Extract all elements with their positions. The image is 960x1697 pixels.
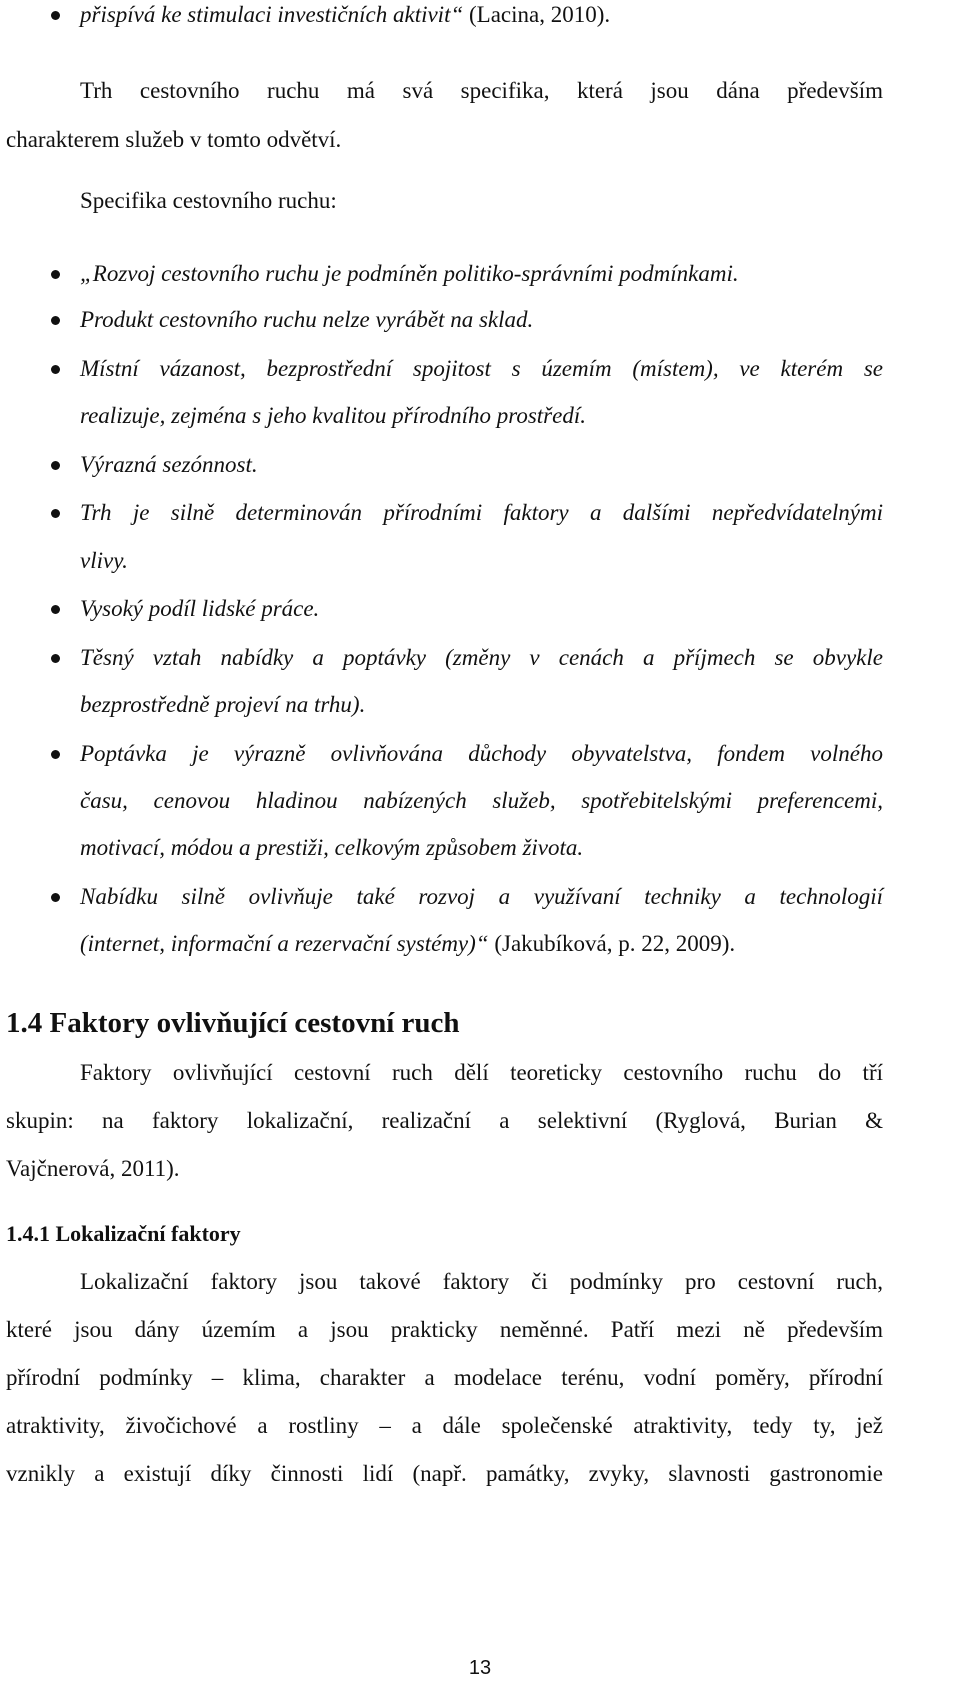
bullet-8-line-2: času, cenovou hladinou nabízených služeb, spotřebitelskými preferencemi, bbox=[80, 788, 883, 813]
bullet-9-line-2 bbox=[80, 929, 735, 959]
bullet-9-cite: (Jakubíková, p. 22, 2009). bbox=[488, 931, 736, 956]
para-1-4-1-line-4: atraktivity, živočichové a rostliny – a dále společenské atraktivity, tedy ty, jež bbox=[6, 1413, 883, 1438]
bullet-icon bbox=[51, 365, 60, 374]
bullet-9-italic: (internet, informační a rezervační systémy)“ bbox=[80, 931, 489, 956]
para-1-4-1-line-5: vznikly a existují díky činnosti lidí (např. památky, zvyky, slavnosti gastronomie bbox=[6, 1461, 883, 1486]
bullet-6-line-1: Vysoký podíl lidské práce. bbox=[80, 596, 320, 621]
bullet-icon bbox=[51, 461, 60, 470]
top-bullet-cite: (Lacina, 2010). bbox=[463, 2, 611, 27]
page-number: 13 bbox=[468, 1657, 492, 1679]
bullet-icon bbox=[51, 509, 60, 518]
bullet-icon bbox=[51, 270, 60, 279]
bullet-icon bbox=[51, 654, 60, 663]
para-1-4-1-line-2: které jsou dány územím a jsou prakticky neměnné. Patří mezi ně především bbox=[6, 1317, 883, 1342]
section-heading: 1.4 Faktory ovlivňující cestovní ruch bbox=[6, 1007, 460, 1039]
para-1-4-line-3: Vajčnerová, 2011). bbox=[6, 1156, 180, 1181]
top-bullet-italic: přispívá ke stimulaci investičních aktivit“ bbox=[80, 2, 464, 27]
bullet-8-line-1: Poptávka je výrazně ovlivňována důchody obyvatelstva, fondem volného bbox=[80, 741, 883, 766]
bullet-2-line-1: Produkt cestovního ruchu nelze vyrábět na sklad. bbox=[80, 307, 534, 332]
bullet-icon bbox=[51, 893, 60, 902]
specifika-label: Specifika cestovního ruchu: bbox=[80, 188, 337, 213]
top-bullet-text bbox=[80, 0, 610, 30]
bullet-icon bbox=[51, 11, 60, 20]
bullet-3-line-1: Místní vázanost, bezprostřední spojitost s územím (místem), ve kterém se bbox=[80, 356, 883, 381]
intro-line-1: Trh cestovního ruchu má svá specifika, která jsou dána především bbox=[80, 78, 883, 103]
bullet-8-line-3: motivací, módou a prestiži, celkovým způsobem života. bbox=[80, 835, 584, 860]
para-1-4-1-line-1: Lokalizační faktory jsou takové faktory či podmínky pro cestovní ruch, bbox=[80, 1269, 883, 1294]
bullet-1-line-1: „Rozvoj cestovního ruchu je podmíněn politiko-správními podmínkami. bbox=[80, 261, 739, 286]
bullet-3-line-2: realizuje, zejména s jeho kvalitou přírodního prostředí. bbox=[80, 403, 586, 428]
bullet-9-line-1: Nabídku silně ovlivňuje také rozvoj a využívaní techniky a technologií bbox=[80, 884, 883, 909]
bullet-icon bbox=[51, 605, 60, 614]
bullet-icon bbox=[51, 316, 60, 325]
bullet-5-line-2: vlivy. bbox=[80, 548, 128, 573]
bullet-7-line-2: bezprostředně projeví na trhu). bbox=[80, 692, 366, 717]
bullet-4-line-1: Výrazná sezónnost. bbox=[80, 452, 258, 477]
bullet-7-line-1: Těsný vztah nabídky a poptávky (změny v cenách a příjmech se obvykle bbox=[80, 645, 883, 670]
subsection-heading: 1.4.1 Lokalizační faktory bbox=[6, 1221, 241, 1246]
bullet-icon bbox=[51, 750, 60, 759]
para-1-4-line-2: skupin: na faktory lokalizační, realizační a selektivní (Ryglová, Burian & bbox=[6, 1108, 883, 1133]
para-1-4-line-1: Faktory ovlivňující cestovní ruch dělí teoreticky cestovního ruchu do tří bbox=[80, 1060, 883, 1085]
para-1-4-1-line-3: přírodní podmínky – klima, charakter a modelace terénu, vodní poměry, přírodní bbox=[6, 1365, 883, 1390]
bullet-5-line-1: Trh je silně determinován přírodními faktory a dalšími nepředvídatelnými bbox=[80, 500, 883, 525]
intro-line-2: charakterem služeb v tomto odvětví. bbox=[6, 127, 342, 152]
